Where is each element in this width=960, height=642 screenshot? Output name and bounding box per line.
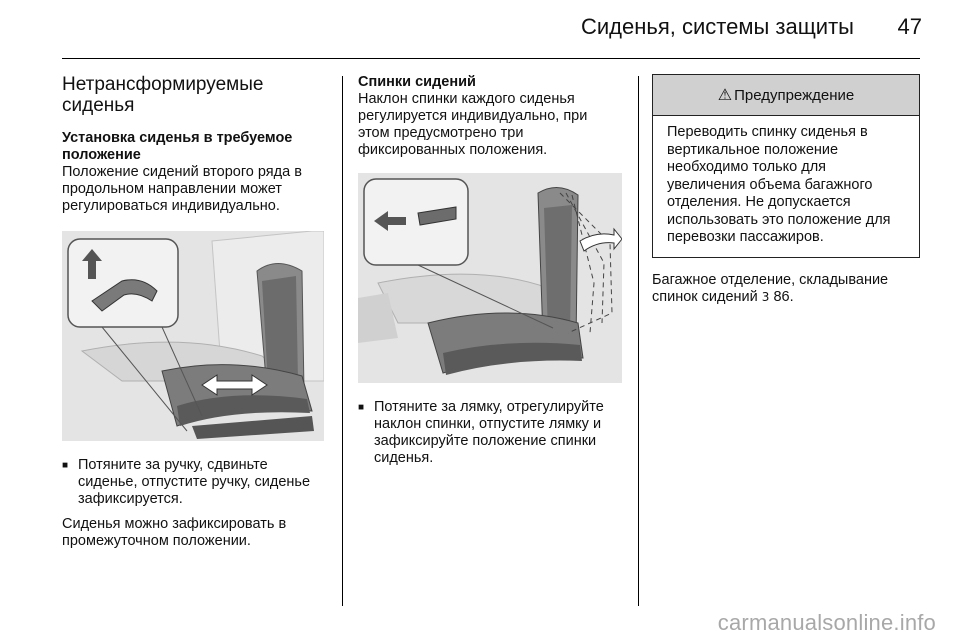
seatback-intro: Наклон спинки каждого сиденья регулируется индивидуально, при этом предусмотрено три фиксированных положения. (358, 91, 588, 158)
section-title: Нетрансформируемые сиденья (62, 74, 264, 116)
column-right (652, 74, 920, 306)
column-middle (358, 74, 622, 467)
column-divider (638, 76, 639, 606)
warning-header (653, 75, 919, 116)
cross-reference-page[interactable]: 86. (773, 288, 794, 305)
page-header-title: Сиденья, системы защиты (580, 14, 854, 39)
subheading-seatbacks: Спинки сидений (358, 74, 476, 90)
cross-reference-text: Багажное отделение, складывание спинок сидений (652, 271, 889, 305)
seatback-recline-illustration (358, 173, 622, 383)
page-header (0, 0, 960, 60)
cross-reference (652, 272, 920, 306)
note-intermediate-position: Сиденья можно зафиксировать в промежуточном положении. (62, 516, 287, 549)
subheading-seat-position: Установка сиденья в требуемое положение (62, 130, 293, 163)
warning-triangle-icon: ⚠ (717, 87, 733, 104)
header-rule (62, 58, 920, 59)
warning-box (652, 74, 920, 258)
bullet-adjust-seatback: ■ Потяните за лямку, отрегулируйте наклон спинки, отпустите лямку и зафиксируйте положение спинки сиденья. (358, 399, 622, 467)
column-divider (342, 76, 343, 606)
warning-title: Предупреждение (734, 86, 855, 104)
intro-paragraph: Положение сидений второго ряда в продольном направлении может регулироваться индивидуально. (62, 164, 302, 214)
seat-slide-illustration (62, 231, 324, 441)
watermark-text: carmanualsonline.info (717, 610, 936, 635)
bullet-move-seat: ■ Потяните за ручку, сдвиньте сиденье, отпустите ручку, сиденье зафиксируется. (62, 457, 324, 508)
page-number: 47 (897, 14, 922, 39)
page-reference-icon: 3 (761, 289, 770, 304)
column-left (62, 74, 324, 550)
warning-text: Переводить спинку сиденья в вертикальное положение необходимо только для увеличения объема багажного отделения. Не допускается использовать это положение для перевозки пассажиров. (667, 124, 891, 245)
